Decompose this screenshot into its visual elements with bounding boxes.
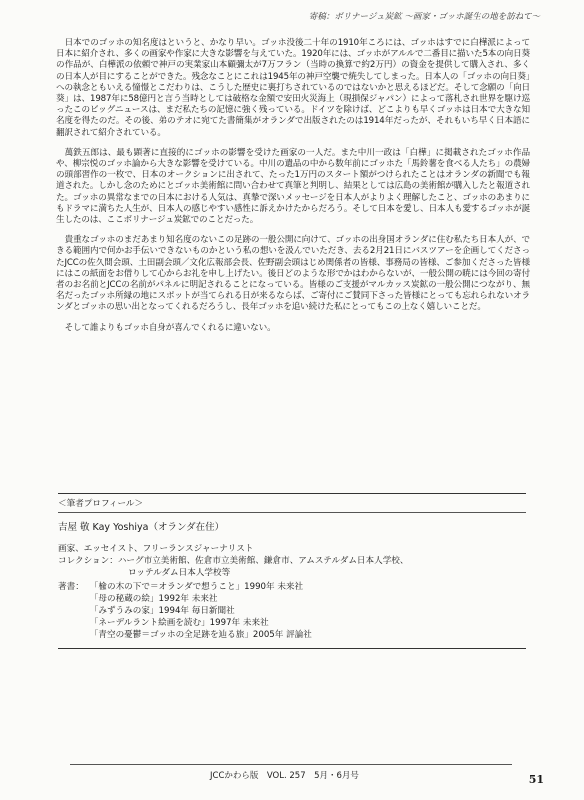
works-list [84,581,312,641]
article-body [56,38,530,343]
profile-top-rule [58,493,526,494]
collection-row-continued [58,567,526,579]
footer-rule [70,764,512,765]
profile-heading: ＜筆者プロフィール＞ [58,497,526,513]
page-number: 51 [528,773,544,786]
paragraph: そして誰よりもゴッホ自身が喜んでくれるに違いない。 [64,322,276,333]
paragraph: 貴重なゴッホのまだあまり知名度のないこの足跡の一般公開に向けて、ゴッホの出身国オランダに住む私たち日本人が、できる範囲内で何かお手伝いできないものかという私の想いを汲んでいただき、去る2月21日にバスツアーを企画してくださったJCCの佐久間会頭、土田副会頭／文化広報部会長、佐野副会頭はじめ関係者の皆様、事務局の皆様、ご参加くださった皆様にはこの紙面をお借りして心からお礼を申し上げたい。後日どのような形でかはわからないが、一般公開の暁には今回の寄付者のお名前とJCCの名前がパネルに明記されることになっている。皆様のご支援がマルカッス炭鉱の一般公開につながり、無名だったゴッホ所縁の地にスポットが当てられる日が来るならば、ご寄付にご賛同下さった皆様にとっても忘れられないオランダとゴッホの思い出となってくれるだろうし、長年ゴッホを追い続けた私にとってもこの上なく嬉しいことだ。 [56,235,530,313]
author-occupation [58,543,526,555]
work-item: 「みずうみの家」1994年 毎日新聞社 [89,606,235,616]
author-name: 吉屋 敬 Kay Yoshiya（オランダ在住） [58,522,225,533]
paragraph: 日本でのゴッホの知名度はというと、かなり早い。ゴッホ没後二十年の1910年ころには、ゴッホはすでに白樺派によって日本に紹介され、多くの画家や作家に大きな影響を与えていた。1920年には、ゴッホがアルルで二番目に描いた5本の向日葵の作品が、白樺派の依頼で神戸の実業家山本顧彌太が7万フラン（当時の換算で約2万円）の資金を提供して購入され、多くの日本人が目にすることができた。残念なことにこれは1945年の神戸空襲で焼失してしまった。日本人の「ゴッホの向日葵」への執念ともいえる憧憬とこだわりは、こうした歴史に裏打ちされているのではないかと思えるほどだ。そして念願の「向日葵」は、1987年に58億円と言う当時としては破格な金額で安田火災海上（現損保ジャパン）によって落札され世界を駆け巡ったこのビッグニュースは、まだ私たちの記憶に強く残っている。ドイツを除けば、どこよりも早くゴッホは日本で大きな知名度を得たのだ。その後、弟のテオに宛てた書簡集がオランダで出版されたのは1914年だったが、それもいち早く日本語に翻訳されて紹介されている。 [56,38,530,138]
running-header: 寄稿：ボリナージュ炭鉱 〜画家・ゴッホ誕生の地を訪ねて〜 [308,12,540,22]
collection-line: ハーグ市立美術館、佐倉市立美術館、鎌倉市、アムステルダム日本人学校、 [117,556,409,566]
occupation-text: 画家、エッセイスト、フリーランスジャーナリスト [58,544,254,554]
paragraph: 萬鉄五郎は、最も顕著に直接的にゴッホの影響を受けた画家の一人だ。また中川一政は「白樺」に掲載されたゴッホ作品や、柳宗悦のゴッホ論から大きな影響を受けている。中川の遺品の中から数年前にゴッホた「馬鈴薯を食べる人たち」の農婦の頭部習作の一枚で、日本のオークションに出されて、たった1万円のスタート額がつけられたことはオランダの新聞でも報道された。しかし念のためにとゴッホ美術館に問い合わせて真筆と判明し、結果としては広島の美術館が購入したと報道された。ゴッホの異常なまでの日本における人気は、真摯で深いメッセージを日本人がよりよく理解したこと、ゴッホのあまりにもドラマに満ちた人生が、日本人の感じやすい感性に訴えかけたからだろう。そして日本を愛し、日本人も愛するゴッホが誕生したのは、ここボリナージュ炭鉱でのことだった。 [56,147,530,226]
collection-row [58,555,526,567]
collection-label: コレクション： [58,556,118,566]
works-row [58,581,526,641]
works-label: 著書： [58,582,84,592]
publication-footer: JCCかわら版 VOL. 257 5月・6月号 [210,771,359,781]
work-item: 「青空の憂鬱＝ゴッホの全足跡を辿る旅」2005年 評論社 [89,630,312,640]
work-item: 「楡の木の下で＝オランダで想うこと」1990年 未来社 [89,582,304,592]
collection-line: ロッテルダム日本人学校等 [128,568,231,578]
profile-bottom-rule [58,648,526,649]
author-profile [58,493,526,641]
work-item: 「母の秘蔵の絵」1992年 未来社 [89,594,218,604]
work-item: 「ネーデルラント絵画を読む」1997年 未来社 [89,618,269,628]
